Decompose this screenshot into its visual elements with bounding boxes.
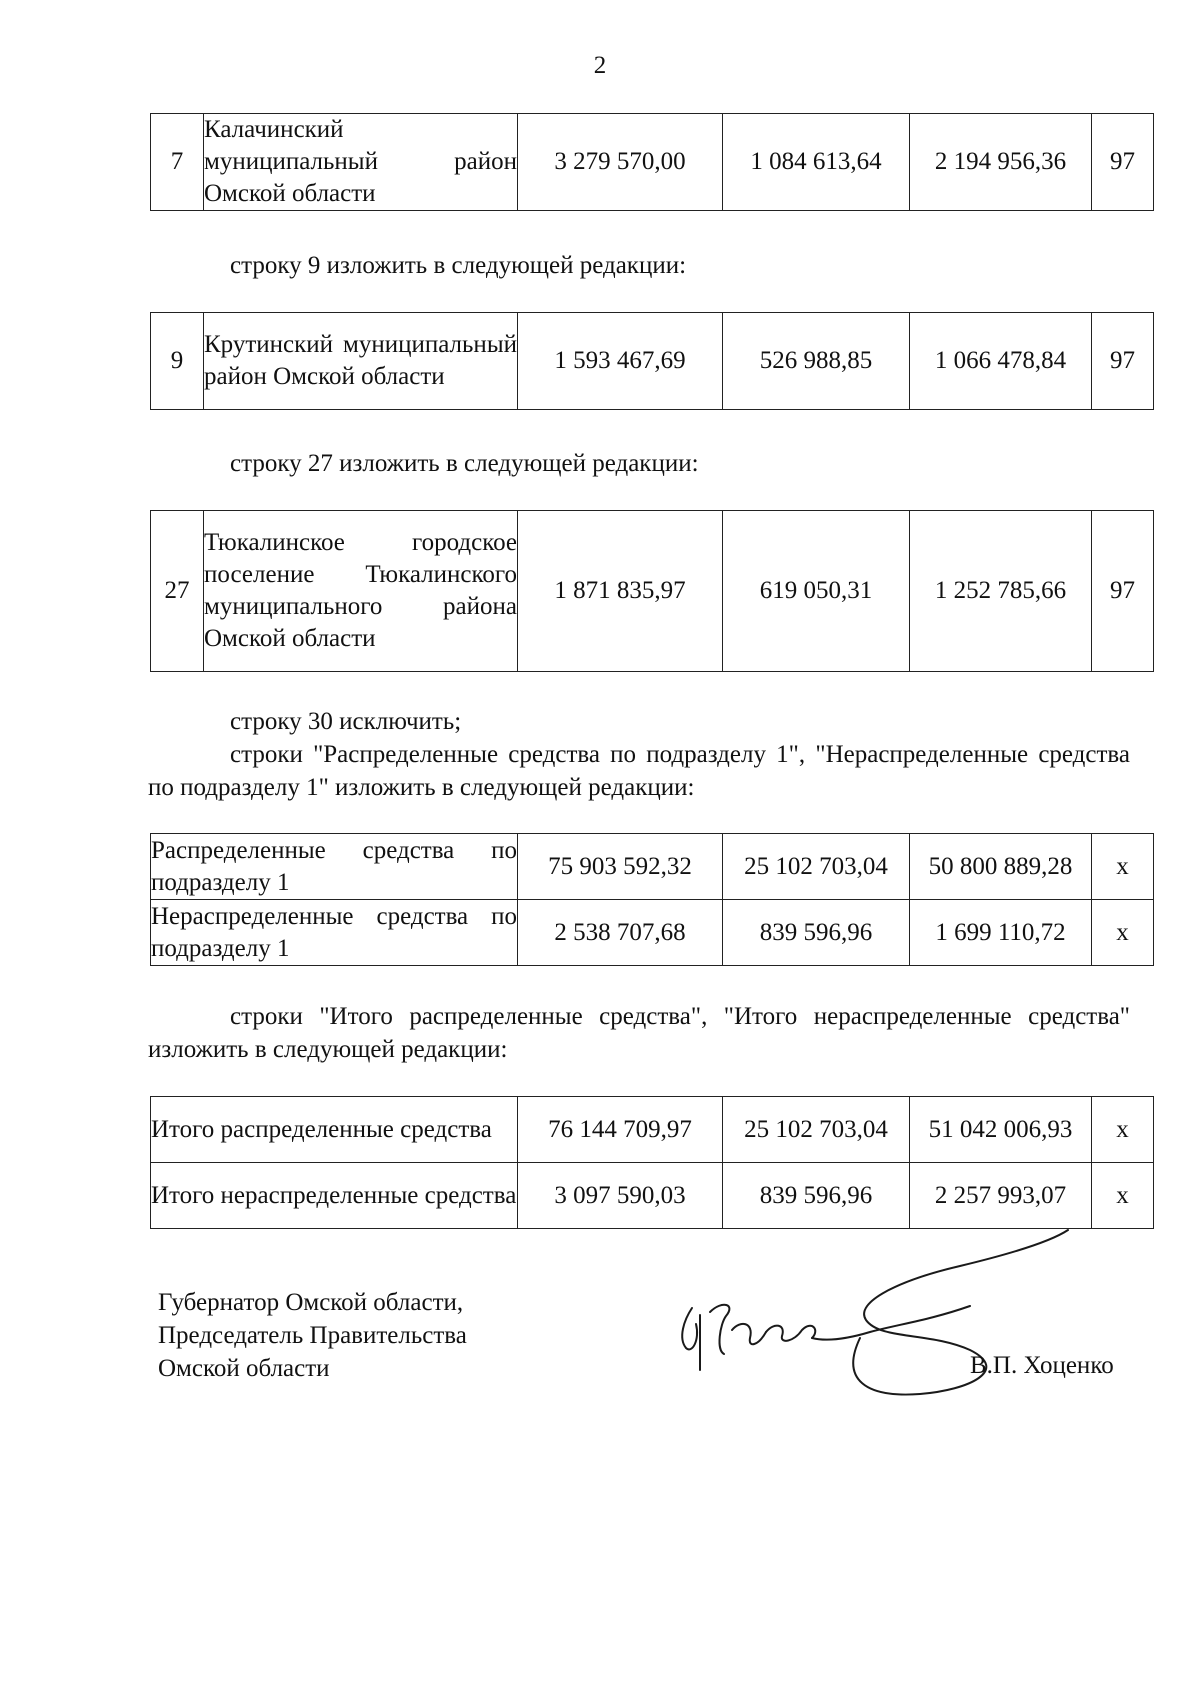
value-2: 839 596,96 bbox=[723, 900, 910, 966]
value-3: 1 699 110,72 bbox=[910, 900, 1092, 966]
municipality-name: Тюкалинское городское поселение Тюкалинского муниципального района Омской области bbox=[204, 511, 518, 672]
value-percent: 97 bbox=[1092, 114, 1154, 211]
row-label: Распределенные средства по подразделу 1 bbox=[151, 834, 518, 900]
table-row bbox=[151, 834, 1154, 900]
row-number: 27 bbox=[151, 511, 204, 672]
value-mark: х bbox=[1092, 834, 1154, 900]
table-row-9 bbox=[150, 312, 1154, 410]
row-number: 9 bbox=[151, 313, 204, 410]
table-subsection-1 bbox=[150, 833, 1154, 966]
table-totals bbox=[150, 1096, 1154, 1229]
paragraph-text: строки "Распределенные средства по подразделу 1", "Нераспределенные средства по подразделу 1" изложить в следующей редакции: bbox=[148, 741, 1130, 801]
value-total: 2 538 707,68 bbox=[518, 900, 723, 966]
row-label: Итого распределенные средства bbox=[151, 1097, 518, 1163]
page-number: 2 bbox=[593, 52, 607, 79]
value-3: 2 194 956,36 bbox=[910, 114, 1092, 211]
municipality-name: Калачинский муниципальный район Омской области bbox=[204, 114, 518, 211]
signatory-title bbox=[158, 1286, 467, 1385]
value-2: 526 988,85 bbox=[723, 313, 910, 410]
paragraph-row-30 bbox=[148, 705, 1130, 738]
value-total: 3 279 570,00 bbox=[518, 114, 723, 211]
value-3: 50 800 889,28 bbox=[910, 834, 1092, 900]
value-2: 25 102 703,04 bbox=[723, 834, 910, 900]
paragraph-row-9 bbox=[148, 249, 1130, 282]
value-2: 839 596,96 bbox=[723, 1163, 910, 1229]
value-2: 1 084 613,64 bbox=[723, 114, 910, 211]
row-label: Итого нераспределенные средства bbox=[151, 1163, 518, 1229]
value-mark: х bbox=[1092, 900, 1154, 966]
signatory-title-line: Омской области bbox=[158, 1355, 330, 1382]
table-row-7 bbox=[150, 113, 1154, 211]
table-row bbox=[151, 114, 1154, 211]
signatory-title-line: Губернатор Омской области, bbox=[158, 1289, 464, 1316]
value-3: 2 257 993,07 bbox=[910, 1163, 1092, 1229]
table-row bbox=[151, 1163, 1154, 1229]
value-total: 1 593 467,69 bbox=[518, 313, 723, 410]
row-label: Нераспределенные средства по подразделу 1 bbox=[151, 900, 518, 966]
table-row bbox=[151, 900, 1154, 966]
municipality-name: Крутинский муниципальный район Омской области bbox=[204, 313, 518, 410]
value-percent: 97 bbox=[1092, 313, 1154, 410]
value-total: 1 871 835,97 bbox=[518, 511, 723, 672]
value-3: 1 066 478,84 bbox=[910, 313, 1092, 410]
paragraph-text: строку 27 изложить в следующей редакции: bbox=[230, 450, 699, 477]
value-3: 51 042 006,93 bbox=[910, 1097, 1092, 1163]
value-2: 25 102 703,04 bbox=[723, 1097, 910, 1163]
value-mark: х bbox=[1092, 1097, 1154, 1163]
value-total: 76 144 709,97 bbox=[518, 1097, 723, 1163]
signatory-name: В.П. Хоценко bbox=[970, 1352, 1114, 1379]
paragraph-text: строку 30 исключить; bbox=[230, 708, 462, 735]
table-row bbox=[151, 511, 1154, 672]
paragraph-text: строки "Итого распределенные средства", "Итого нераспределенные средства" изложить в следующей редакции: bbox=[148, 1003, 1130, 1063]
value-total: 3 097 590,03 bbox=[518, 1163, 723, 1229]
row-number: 7 bbox=[151, 114, 204, 211]
paragraph-totals bbox=[148, 1000, 1130, 1066]
paragraph-subsection-1 bbox=[148, 738, 1130, 804]
paragraph-text: строку 9 изложить в следующей редакции: bbox=[230, 252, 687, 279]
table-row-27 bbox=[150, 510, 1154, 672]
value-total: 75 903 592,32 bbox=[518, 834, 723, 900]
handwritten-signature bbox=[670, 1220, 1090, 1420]
value-mark: х bbox=[1092, 1163, 1154, 1229]
signatory-title-line: Председатель Правительства bbox=[158, 1322, 467, 1349]
table-row bbox=[151, 313, 1154, 410]
value-percent: 97 bbox=[1092, 511, 1154, 672]
value-2: 619 050,31 bbox=[723, 511, 910, 672]
paragraph-row-27 bbox=[148, 447, 1130, 480]
value-3: 1 252 785,66 bbox=[910, 511, 1092, 672]
table-row bbox=[151, 1097, 1154, 1163]
